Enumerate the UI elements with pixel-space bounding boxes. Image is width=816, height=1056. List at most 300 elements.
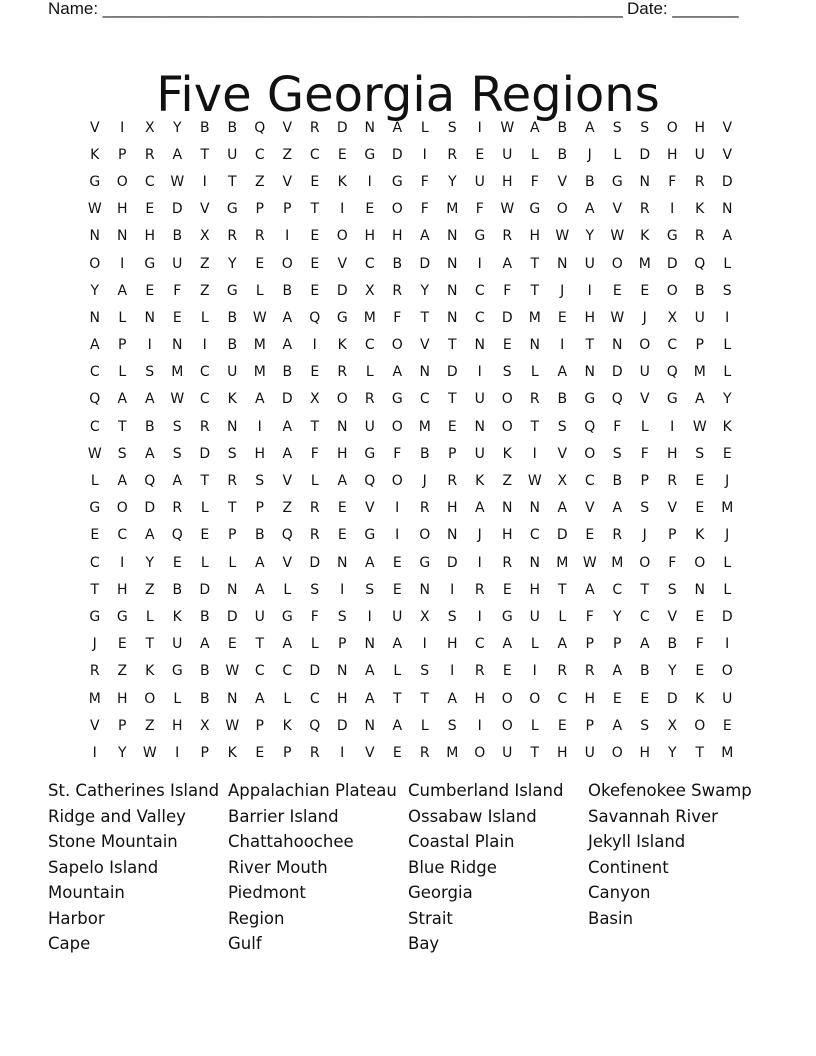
grid-letter: C [419, 391, 430, 408]
grid-letter: R [502, 554, 513, 571]
grid-letter: L [723, 255, 732, 272]
grid-letter: W [87, 445, 102, 462]
grid-letter: I [477, 255, 482, 272]
grid-letter: A [694, 391, 705, 408]
word-item: Canyon [588, 883, 651, 902]
grid-letter: H [529, 581, 541, 598]
grid-letter: U [474, 445, 485, 462]
grid-row [81, 413, 741, 440]
grid-letter: Y [90, 282, 100, 299]
grid-letter: Y [227, 255, 237, 272]
grid-letter: V [282, 173, 293, 190]
grid-letter: A [557, 364, 568, 381]
grid-letter: I [312, 337, 317, 354]
grid-letter: N [227, 418, 238, 435]
grid-letter: V [282, 119, 293, 136]
grid-letter: E [310, 255, 320, 272]
grid-letter: H [364, 228, 376, 245]
grid-letter: R [694, 228, 705, 245]
grid-letter: W [225, 663, 240, 680]
grid-letter: R [557, 663, 568, 680]
grid-letter: Q [171, 527, 183, 544]
grid-letter: G [89, 608, 101, 625]
grid-letter: H [116, 690, 128, 707]
grid-letter: N [447, 527, 458, 544]
grid-letter: K [227, 391, 237, 408]
grid-letter: P [585, 636, 594, 653]
grid-letter: E [337, 146, 347, 163]
page-title: Five Georgia Regions [156, 67, 660, 124]
grid-letter: T [585, 337, 595, 354]
grid-letter: N [364, 636, 375, 653]
grid-letter: H [529, 228, 541, 245]
grid-letter: N [639, 173, 650, 190]
grid-letter: L [640, 418, 649, 435]
grid-letter: A [364, 554, 375, 571]
grid-letter: I [477, 119, 482, 136]
grid-letter: V [199, 201, 210, 218]
grid-letter: Z [117, 663, 128, 680]
grid-letter: I [450, 663, 455, 680]
grid-letter: P [613, 636, 622, 653]
grid-letter: L [420, 717, 429, 734]
grid-letter: B [557, 119, 568, 136]
grid-letter: S [172, 445, 182, 462]
grid-letter: U [529, 608, 540, 625]
grid-letter: A [254, 690, 265, 707]
grid-letter: R [337, 364, 348, 381]
grid-letter: R [694, 173, 705, 190]
grid-letter: O [639, 337, 651, 354]
grid-letter: C [584, 473, 595, 490]
grid-letter: S [667, 581, 677, 598]
grid-letter: B [584, 173, 595, 190]
grid-letter: D [446, 554, 458, 571]
grid-letter: K [145, 663, 155, 680]
grid-letter: I [395, 527, 400, 544]
grid-letter: E [502, 337, 512, 354]
grid-letter: E [722, 445, 732, 462]
grid-letter: I [120, 255, 125, 272]
grid-letter: L [558, 608, 567, 625]
grid-letter: P [283, 744, 292, 761]
grid-letter: C [254, 663, 265, 680]
grid-letter: O [584, 445, 596, 462]
grid-letter: O [501, 418, 513, 435]
grid-letter: M [528, 309, 541, 326]
grid-letter: O [391, 418, 403, 435]
grid-letter: D [556, 527, 568, 544]
grid-letter: D [336, 119, 348, 136]
grid-letter: M [721, 744, 734, 761]
grid-letter: I [477, 717, 482, 734]
grid-letter: S [310, 581, 320, 598]
grid-row [81, 332, 741, 359]
grid-letter: C [309, 690, 320, 707]
grid-row [81, 250, 741, 277]
grid-letter: P [200, 744, 209, 761]
grid-letter: A [254, 391, 265, 408]
grid-letter: Z [282, 500, 293, 517]
grid-letter: G [89, 173, 101, 190]
grid-letter: Z [199, 255, 210, 272]
grid-letter: U [172, 255, 183, 272]
grid-letter: N [337, 663, 348, 680]
grid-letter: B [612, 473, 623, 490]
grid-letter: U [584, 255, 595, 272]
word-item: Sapelo Island [48, 857, 159, 877]
grid-letter: K [695, 201, 705, 218]
grid-letter: H [501, 527, 513, 544]
grid-letter: L [283, 581, 292, 598]
grid-letter: S [640, 717, 650, 734]
grid-letter: T [200, 146, 210, 163]
letter-grid [81, 114, 741, 767]
grid-letter: U [502, 744, 513, 761]
grid-letter: Z [254, 173, 265, 190]
grid-letter: U [254, 608, 265, 625]
grid-letter: A [172, 473, 183, 490]
grid-row [81, 576, 741, 603]
grid-letter: L [173, 690, 182, 707]
grid-row [81, 685, 741, 712]
grid-letter: Q [281, 527, 293, 544]
grid-letter: P [255, 500, 264, 517]
grid-letter: P [668, 527, 677, 544]
grid-letter: O [694, 717, 706, 734]
grid-letter: S [447, 608, 457, 625]
grid-letter: G [501, 608, 513, 625]
grid-letter: O [611, 744, 623, 761]
grid-letter: I [587, 282, 592, 299]
grid-letter: C [364, 337, 375, 354]
grid-letter: A [282, 309, 293, 326]
grid-letter: G [336, 309, 348, 326]
grid-letter: K [695, 690, 705, 707]
grid-letter: I [395, 500, 400, 517]
grid-letter: A [117, 473, 128, 490]
grid-letter: L [723, 337, 732, 354]
grid-letter: X [364, 282, 375, 299]
grid-letter: P [283, 201, 292, 218]
grid-letter: N [447, 255, 458, 272]
word-item: Blue Ridge [408, 857, 497, 877]
grid-letter: T [227, 173, 237, 190]
grid-letter: A [172, 146, 183, 163]
grid-letter: M [638, 255, 651, 272]
grid-letter: D [281, 391, 293, 408]
grid-letter: G [89, 500, 101, 517]
grid-letter: J [422, 473, 427, 490]
grid-letter: N [419, 364, 430, 381]
grid-letter: H [171, 717, 183, 734]
grid-letter: Q [666, 364, 678, 381]
grid-letter: N [474, 337, 485, 354]
grid-letter: W [692, 418, 707, 435]
grid-letter: P [255, 717, 264, 734]
grid-letter: F [695, 636, 704, 653]
grid-letter: E [310, 173, 320, 190]
grid-letter: S [447, 119, 457, 136]
grid-letter: E [255, 744, 265, 761]
grid-letter: P [448, 445, 457, 462]
word-item: Strait [408, 908, 453, 928]
grid-letter: E [695, 663, 705, 680]
grid-letter: O [501, 690, 513, 707]
grid-letter: D [144, 500, 156, 517]
grid-letter: E [447, 418, 457, 435]
grid-letter: F [173, 282, 182, 299]
grid-letter: R [392, 282, 403, 299]
grid-letter: N [447, 309, 458, 326]
grid-letter: C [144, 173, 155, 190]
grid-letter: O [116, 173, 128, 190]
grid-letter: R [667, 473, 678, 490]
grid-letter: B [392, 255, 403, 272]
grid-letter: C [612, 581, 623, 598]
grid-letter: W [170, 391, 185, 408]
grid-letter: E [117, 636, 127, 653]
grid-letter: R [364, 391, 375, 408]
grid-letter: Y [145, 554, 155, 571]
grid-letter: P [255, 201, 264, 218]
grid-letter: D [199, 445, 211, 462]
grid-letter: E [722, 717, 732, 734]
grid-letter: M [721, 500, 734, 517]
grid-letter: U [639, 364, 650, 381]
grid-letter: B [199, 663, 210, 680]
grid-letter: V [557, 445, 568, 462]
grid-letter: R [584, 663, 595, 680]
grid-letter: I [422, 146, 427, 163]
grid-letter: X [667, 717, 678, 734]
word-column [588, 778, 768, 957]
grid-letter: O [391, 201, 403, 218]
grid-letter: X [144, 119, 155, 136]
grid-letter: I [532, 445, 537, 462]
grid-letter: E [172, 309, 182, 326]
grid-letter: T [447, 391, 457, 408]
grid-letter: L [723, 554, 732, 571]
grid-letter: K [90, 146, 100, 163]
grid-letter: A [144, 527, 155, 544]
grid-letter: F [475, 201, 484, 218]
grid-letter: S [337, 608, 347, 625]
grid-letter: A [392, 364, 403, 381]
grid-letter: T [310, 418, 320, 435]
grid-letter: H [446, 500, 458, 517]
grid-letter: G [144, 255, 156, 272]
grid-letter: W [170, 173, 185, 190]
grid-letter: I [477, 554, 482, 571]
grid-letter: T [640, 581, 650, 598]
grid-letter: K [695, 527, 705, 544]
grid-letter: H [584, 309, 596, 326]
grid-letter: P [118, 717, 127, 734]
grid-letter: C [474, 636, 485, 653]
grid-letter: J [560, 282, 565, 299]
grid-letter: S [365, 581, 375, 598]
grid-letter: G [391, 391, 403, 408]
word-item: Cumberland Island [408, 781, 564, 800]
grid-letter: O [281, 255, 293, 272]
grid-letter: V [557, 173, 568, 190]
grid-row [81, 631, 741, 658]
grid-letter: G [666, 228, 678, 245]
grid-letter: A [392, 717, 403, 734]
grid-letter: R [89, 663, 100, 680]
grid-row [81, 658, 741, 685]
grid-letter: A [254, 581, 265, 598]
grid-letter: L [283, 690, 292, 707]
grid-letter: D [309, 554, 321, 571]
grid-letter: A [557, 500, 568, 517]
grid-letter: C [89, 554, 100, 571]
grid-letter: Y [585, 228, 595, 245]
grid-letter: L [118, 309, 127, 326]
grid-letter: Y [612, 608, 622, 625]
grid-letter: O [474, 744, 486, 761]
grid-letter: G [611, 173, 623, 190]
grid-letter: U [474, 391, 485, 408]
grid-letter: Q [584, 418, 596, 435]
grid-letter: M [556, 554, 569, 571]
grid-letter: V [89, 119, 100, 136]
grid-letter: N [722, 201, 733, 218]
grid-letter: K [282, 717, 292, 734]
grid-letter: O [666, 282, 678, 299]
grid-letter: B [144, 418, 155, 435]
grid-letter: B [199, 690, 210, 707]
grid-letter: F [668, 554, 677, 571]
grid-letter: Q [364, 473, 376, 490]
grid-letter: T [530, 282, 540, 299]
grid-letter: C [89, 418, 100, 435]
grid-letter: S [502, 364, 512, 381]
word-item: Region [228, 908, 285, 928]
grid-letter: A [639, 636, 650, 653]
grid-letter: Z [144, 717, 155, 734]
grid-row [81, 712, 741, 739]
grid-letter: B [282, 364, 293, 381]
grid-letter: G [666, 391, 678, 408]
grid-letter: T [530, 744, 540, 761]
grid-letter: B [694, 282, 705, 299]
grid-letter: L [145, 608, 154, 625]
grid-letter: X [199, 717, 210, 734]
grid-letter: T [145, 636, 155, 653]
grid-letter: L [723, 581, 732, 598]
grid-letter: P [118, 146, 127, 163]
grid-letter: E [640, 282, 650, 299]
grid-letter: G [226, 201, 238, 218]
grid-letter: G [364, 527, 376, 544]
grid-letter: E [502, 581, 512, 598]
grid-letter: D [666, 255, 678, 272]
grid-letter: R [447, 146, 458, 163]
grid-letter: Y [117, 744, 127, 761]
word-item: Jekyll Island [588, 832, 686, 851]
grid-letter: N [144, 309, 155, 326]
grid-letter: C [117, 527, 128, 544]
word-item: Gulf [228, 934, 262, 953]
grid-letter: R [309, 527, 320, 544]
grid-letter: C [309, 146, 320, 163]
grid-letter: M [611, 554, 624, 571]
grid-letter: H [666, 146, 678, 163]
grid-letter: E [337, 500, 347, 517]
grid-row [81, 495, 741, 522]
grid-letter: R [254, 228, 265, 245]
grid-letter: V [337, 255, 348, 272]
grid-letter: B [667, 636, 678, 653]
grid-letter: A [282, 337, 293, 354]
grid-letter: I [450, 581, 455, 598]
grid-letter: N [364, 717, 375, 734]
grid-letter: E [310, 364, 320, 381]
word-item: Basin [588, 908, 634, 928]
grid-letter: Y [420, 282, 430, 299]
grid-letter: U [474, 173, 485, 190]
grid-letter: B [282, 282, 293, 299]
grid-letter: E [612, 282, 622, 299]
grid-letter: L [310, 636, 319, 653]
grid-row [81, 114, 741, 141]
grid-letter: V [584, 500, 595, 517]
word-item: Cape [48, 934, 91, 953]
grid-letter: C [474, 282, 485, 299]
grid-letter: S [722, 282, 732, 299]
grid-letter: O [144, 690, 156, 707]
grid-letter: X [199, 228, 210, 245]
grid-letter: M [171, 364, 184, 381]
grid-letter: I [120, 554, 125, 571]
grid-letter: S [640, 119, 650, 136]
grid-letter: R [309, 119, 320, 136]
grid-row [81, 168, 741, 195]
grid-letter: N [172, 337, 183, 354]
grid-letter: E [255, 255, 265, 272]
grid-letter: A [144, 391, 155, 408]
grid-letter: B [557, 146, 568, 163]
grid-letter: B [199, 608, 210, 625]
grid-letter: I [120, 119, 125, 136]
grid-letter: F [530, 173, 539, 190]
grid-letter: I [202, 173, 207, 190]
grid-letter: K [337, 337, 347, 354]
grid-letter: I [367, 173, 372, 190]
grid-letter: N [447, 282, 458, 299]
grid-letter: U [392, 608, 403, 625]
word-item: River Mouth [228, 857, 328, 877]
grid-letter: E [612, 690, 622, 707]
grid-letter: O [694, 554, 706, 571]
grid-letter: L [530, 717, 539, 734]
grid-letter: S [172, 418, 182, 435]
grid-letter: O [639, 554, 651, 571]
grid-letter: I [477, 364, 482, 381]
grid-letter: W [225, 717, 240, 734]
grid-letter: E [337, 527, 347, 544]
grid-letter: I [725, 636, 730, 653]
grid-letter: Y [447, 173, 457, 190]
grid-letter: B [172, 581, 183, 598]
grid-letter: V [612, 201, 623, 218]
word-item: Continent [588, 857, 669, 877]
grid-letter: R [474, 663, 485, 680]
grid-letter: L [530, 364, 539, 381]
grid-letter: D [611, 364, 623, 381]
